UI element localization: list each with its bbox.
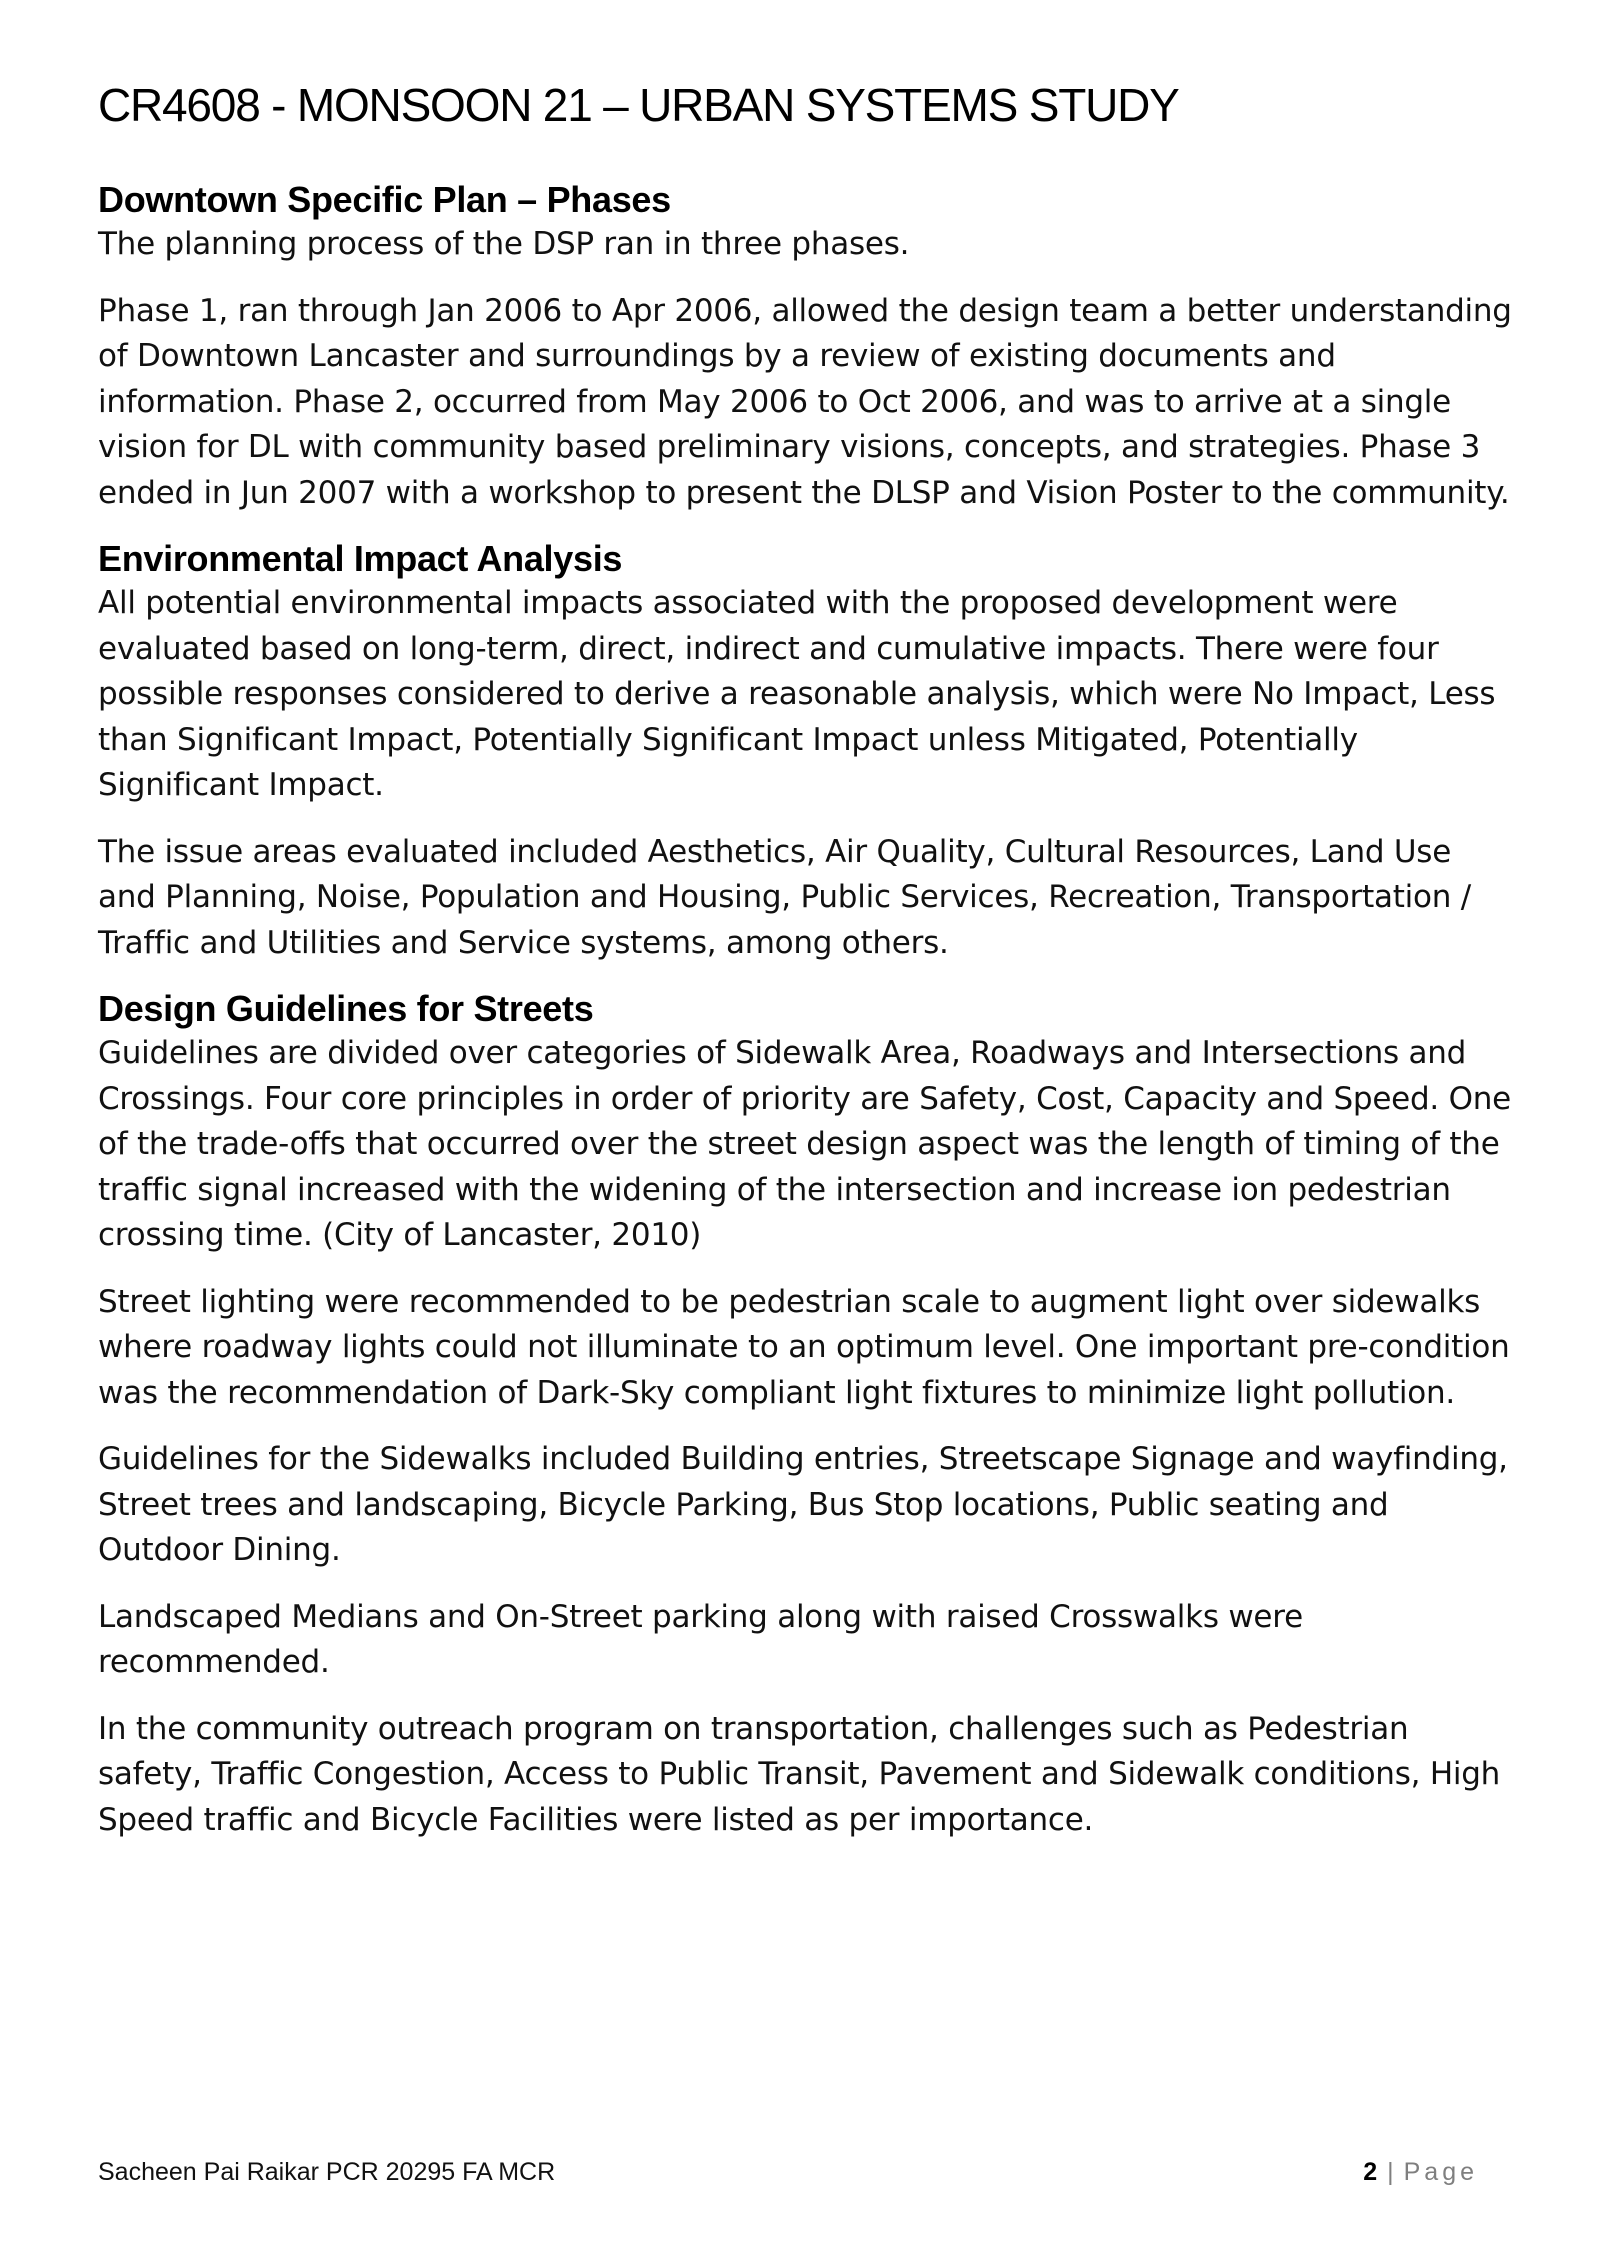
- paragraph: Street lighting were recommended to be pedestrian scale to augment light over sidewalks where roadway lights could not illuminate to an optimum level. One important pre-condition was the recommendation of Dark-Sky compliant light fixtures to minimize light pollution.: [98, 1283, 1510, 1411]
- section-dsp-phases: [98, 178, 1518, 516]
- page-footer: [98, 2154, 1478, 2194]
- paragraph: Guidelines are divided over categories of Sidewalk Area, Roadways and Intersections and Crossings. Four core principles in order of priority are Safety, Cost, Capacity and Speed. One of the trade-offs that occurred over the street design aspect was the length of timing of the traffic signal increased with the widening of the intersection and increase ion pedestrian crossing time. (City of Lancaster, 2010): [98, 1035, 1511, 1253]
- page-number: 2: [1363, 2158, 1378, 2186]
- document-title: CR4608 - MONSOON 21 – URBAN SYSTEMS STUDY: [98, 79, 1179, 131]
- footer-page-indicator: [1363, 2154, 1478, 2190]
- footer-author: Sacheen Pai Raikar PCR 20295 FA MCR: [98, 2158, 556, 2186]
- page-content: [98, 78, 1518, 1864]
- section-design-guidelines: [98, 987, 1518, 1843]
- paragraph: Phase 1, ran through Jan 2006 to Apr 2006, allowed the design team a better understanding of Downtown Lancaster and surroundings by a review of existing documents and information. Phase 2, occurred from May 2006 to Oct 2006, and was to arrive at a single vision for DL with community based preliminary visions, concepts, and strategies. Phase 3 ended in Jun 2007 with a workshop to present the DLSP and Vision Poster to the community.: [98, 292, 1512, 511]
- section-heading-design-guidelines: Design Guidelines for Streets: [98, 988, 594, 1029]
- paragraph: In the community outreach program on transportation, challenges such as Pedestrian safety, Traffic Congestion, Access to Public Transit, Pavement and Sidewalk conditions, High Speed traffic and Bicycle Facilities were listed as per importance.: [98, 1710, 1501, 1838]
- paragraph: All potential environmental impacts associated with the proposed development were evaluated based on long-term, direct, indirect and cumulative impacts. There were four possible responses considered to derive a reasonable analysis, which were No Impact, Less than Significant Impact, Potentially Significant Impact unless Mitigated, Potentially Significant Impact.: [98, 585, 1496, 803]
- page-word: Page: [1403, 2158, 1478, 2186]
- section-heading-dsp-phases: Downtown Specific Plan – Phases: [98, 179, 671, 220]
- page-separator: |: [1387, 2158, 1394, 2186]
- section-heading-environmental-impact: Environmental Impact Analysis: [98, 538, 623, 579]
- paragraph: Landscaped Medians and On-Street parking along with raised Crosswalks were recommended.: [98, 1598, 1303, 1680]
- section-environmental-impact: [98, 537, 1518, 966]
- paragraph: The issue areas evaluated included Aesthetics, Air Quality, Cultural Resources, Land Use and Planning, Noise, Population and Housing, Public Services, Recreation, Transportation / Traffic and Utilities and Service systems, among others.: [98, 833, 1471, 961]
- paragraph: The planning process of the DSP ran in three phases.: [98, 226, 910, 262]
- paragraph: Guidelines for the Sidewalks included Building entries, Streetscape Signage and wayfinding, Street trees and landscaping, Bicycle Parking, Bus Stop locations, Public seating and Outdoor Dining.: [98, 1441, 1508, 1568]
